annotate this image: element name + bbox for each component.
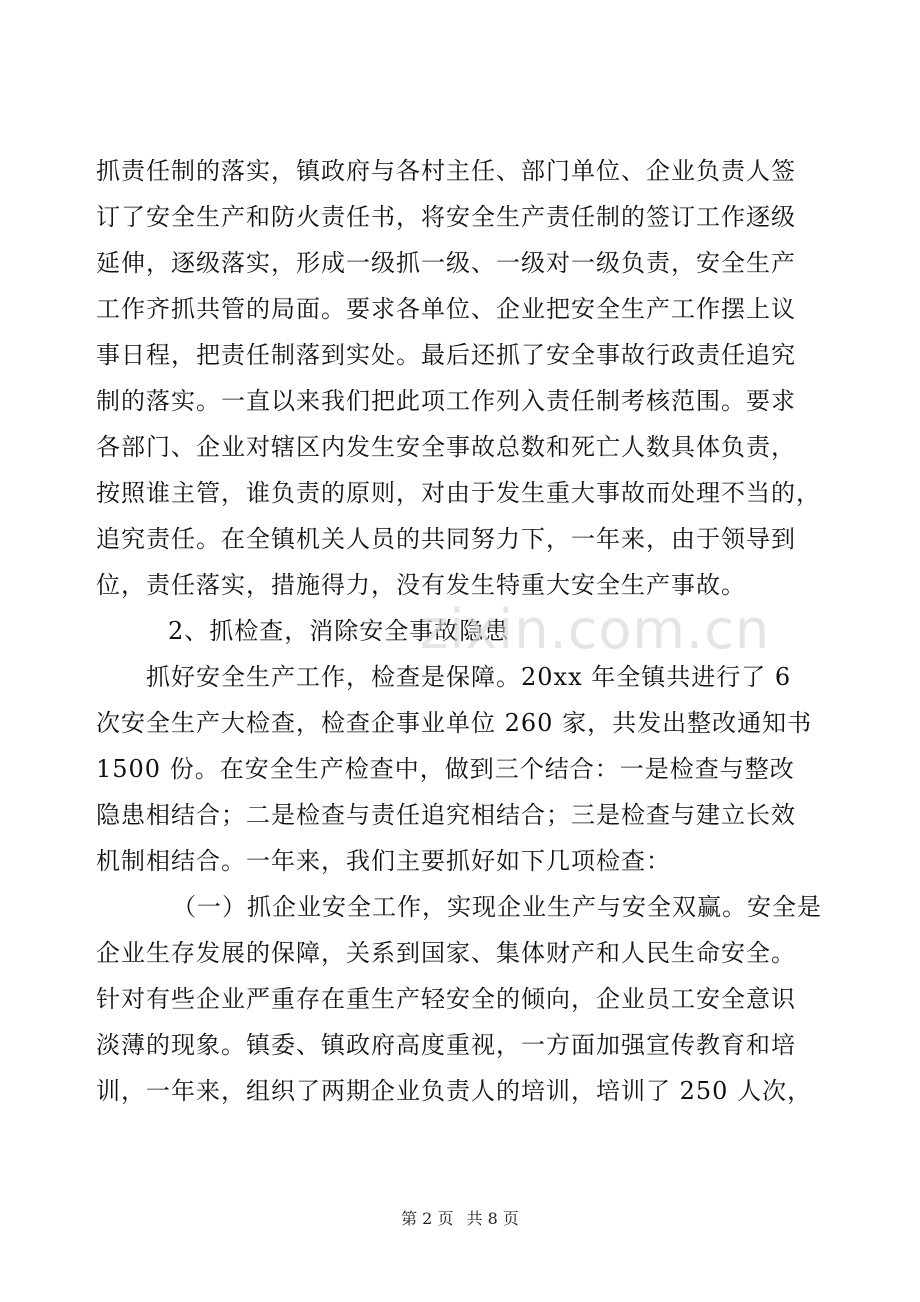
paragraph-start: 抓好安全生产工作，检查是保障。20xx 年全镇共进行了 6 [146,663,792,691]
page-number: 第 2 页 [401,1209,454,1228]
text-line: 针对有些企业严重存在重生产轻安全的倾向，企业员工安全意识 [96,985,796,1013]
text-line: 企业生存发展的保障，关系到国家、集体财产和人民生命安全。 [96,939,796,967]
text-line: 机制相结合。一年来，我们主要抓好如下几项检查： [96,847,671,875]
text-line: 追究责任。在全镇机关人员的共同努力下，一年来，由于领导到 [96,525,796,553]
page-total: 共 8 页 [466,1209,519,1228]
text-line: 工作齐抓共管的局面。要求各单位、企业把安全生产工作摆上议 [96,295,796,323]
text-line: 订了安全生产和防火责任书，将安全生产责任制的签订工作逐级 [96,203,796,231]
text-line: 延伸，逐级落实，形成一级抓一级、一级对一级负责，安全生产 [96,249,796,277]
text-line: 淡薄的现象。镇委、镇政府高度重视，一方面加强宣传教育和培 [96,1031,796,1059]
text-line: 事日程，把责任制落到实处。最后还抓了安全事故行政责任追究 [96,341,796,369]
text-line: 1500 份。在安全生产检查中，做到三个结合：一是检查与整改 [96,755,795,783]
text-line: 制的落实。一直以来我们把此项工作列入责任制考核范围。要求 [96,387,796,415]
page-footer [0,1206,920,1229]
text-line: 各部门、企业对辖区内发生安全事故总数和死亡人数具体负责， [96,433,796,461]
section-heading: 2、抓检查，消除安全事故隐患 [168,617,510,645]
text-line: 按照谁主管，谁负责的原则，对由于发生重大事故而处理不当的， [96,479,821,507]
text-line: 次安全生产大检查，检查企事业单位 260 家，共发出整改通知书 [96,709,813,737]
text-line: 训，一年来，组织了两期企业负责人的培训，培训了 250 人次， [96,1077,813,1105]
paragraph-start: （一）抓企业安全工作，实现企业生产与安全双赢。安全是 [172,893,822,921]
text-line: 抓责任制的落实，镇政府与各村主任、部门单位、企业负责人签 [96,157,796,185]
text-line: 位，责任落实，措施得力，没有发生特重大安全生产事故。 [96,571,746,599]
watermark: zixin.com.cn [420,598,771,661]
text-line: 隐患相结合；二是检查与责任追究相结合；三是检查与建立长效 [96,801,796,829]
